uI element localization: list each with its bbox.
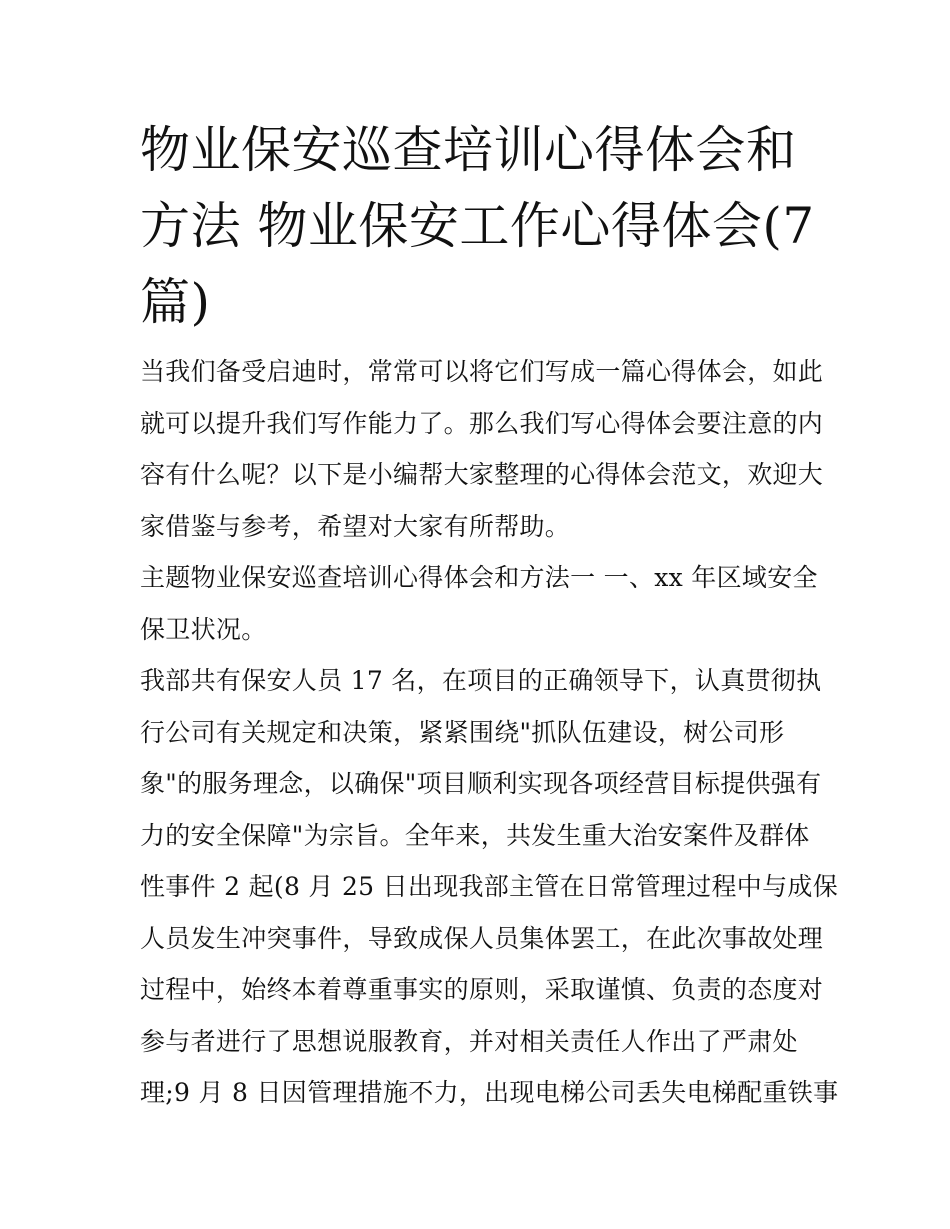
document-title	[140, 112, 820, 340]
text-line: 当我们备受启迪时，常常可以将它们写成一篇心得体会，如此	[140, 357, 824, 386]
text-line: 主题物业保安巡查培训心得体会和方法一 一、xx 年区域安全	[140, 563, 818, 592]
text-line: 家借鉴与参考，希望对大家有所帮助。	[140, 511, 571, 541]
paragraph-intro	[140, 346, 824, 552]
text-line: 人员发生冲突事件，导致成保人员集体罢工，在此次事故处理	[140, 923, 824, 953]
text-line: 性事件 2 起(8 月 25 日出现我部主管在日常管理过程中与成保	[140, 872, 839, 901]
title-line: 物业保安巡查培训心得体会和	[140, 121, 797, 179]
text-line: 容有什么呢？以下是小编帮大家整理的心得体会范文，欢迎大	[140, 460, 824, 489]
text-line: 象"的服务理念，以确保"项目顺利实现各项经营目标提供强有	[140, 769, 822, 798]
text-line: 就可以提升我们写作能力了。那么我们写心得体会要注意的内	[140, 408, 824, 438]
document-body	[140, 346, 839, 1119]
paragraph-section-heading	[140, 552, 820, 655]
title-line: 方法 物业保安工作心得体会(7	[140, 197, 815, 255]
text-line: 力的安全保障"为宗旨。全年来，共发生重大治安案件及群体	[140, 820, 810, 850]
text-line: 参与者进行了思想说服教育，并对相关责任人作出了严肃处	[140, 1026, 798, 1056]
text-line: 行公司有关规定和决策，紧紧围绕"抓队伍建设，树公司形	[140, 717, 785, 747]
text-line: 保卫状况。	[140, 614, 267, 644]
paragraph-security-status	[140, 655, 839, 1119]
text-line: 过程中，始终本着尊重事实的原则，采取谨慎、负责的态度对	[140, 975, 824, 1004]
text-line: 理;9 月 8 日因管理措施不力，出现电梯公司丢失电梯配重铁事	[140, 1078, 839, 1107]
document-page	[140, 112, 839, 1119]
title-line: 篇)	[140, 273, 211, 331]
text-line: 我部共有保安人员 17 名，在项目的正确领导下，认真贯彻执	[140, 666, 822, 695]
